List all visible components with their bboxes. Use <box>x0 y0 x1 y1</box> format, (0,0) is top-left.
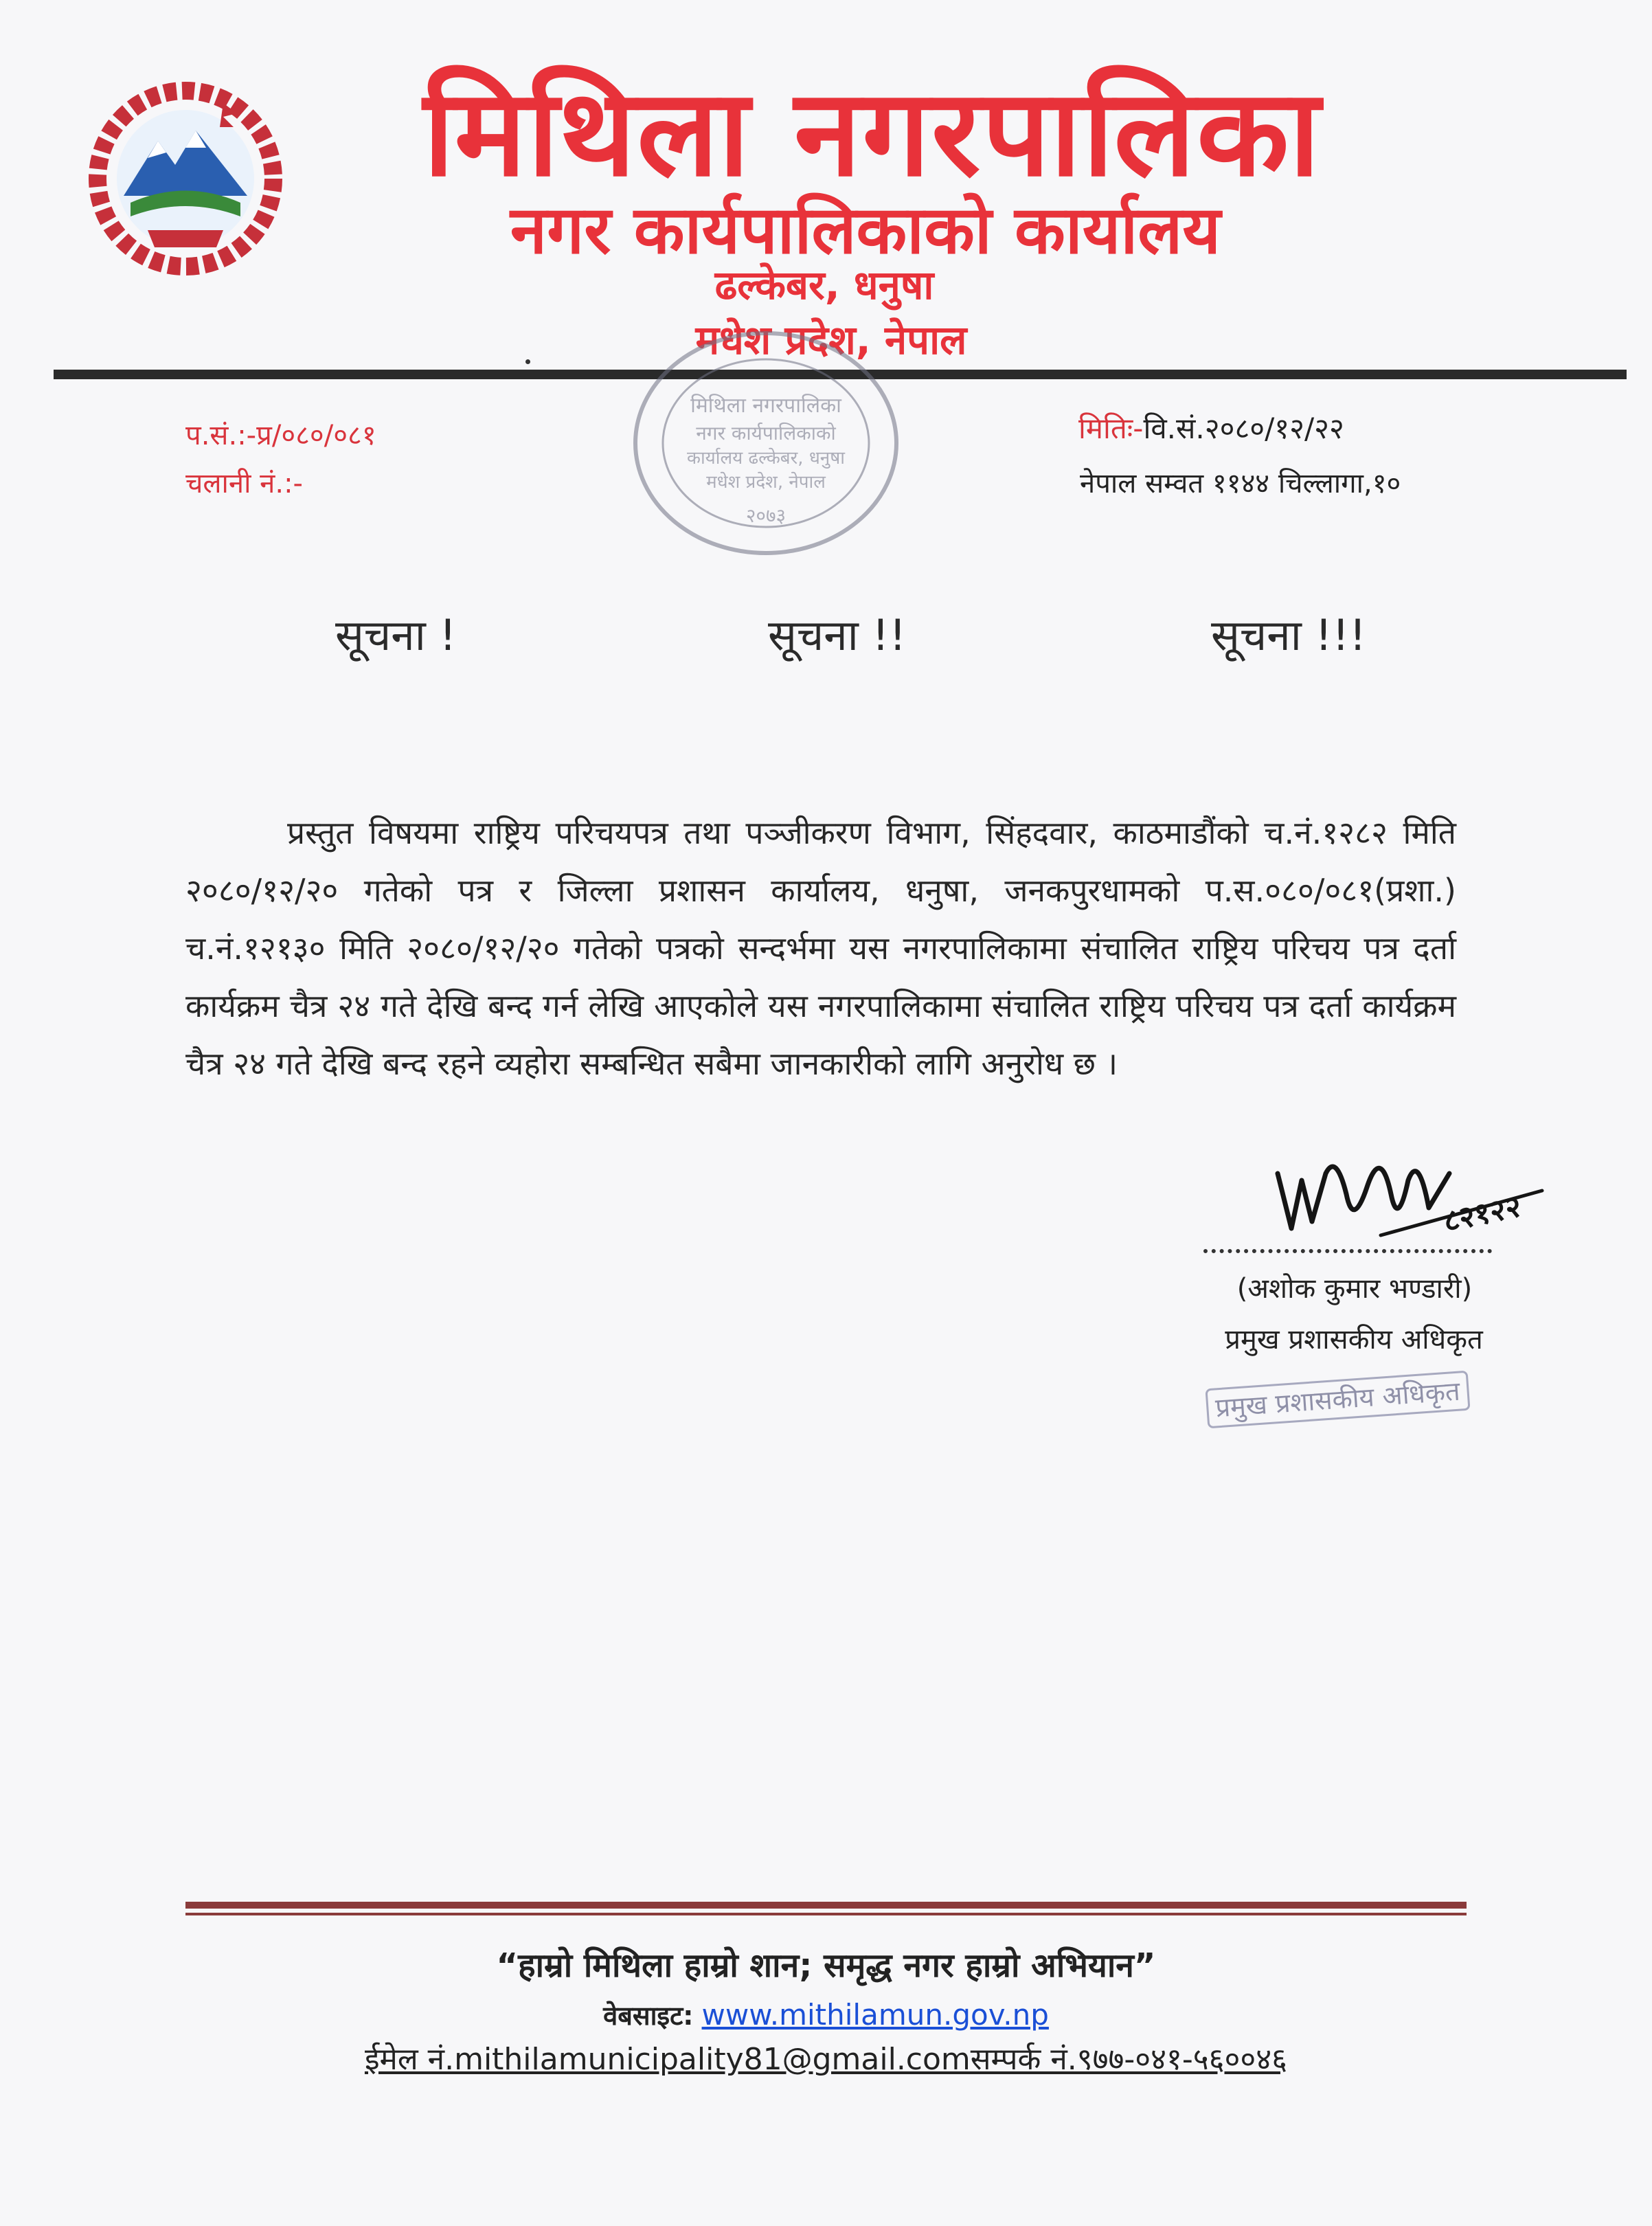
date-label: मितिः- <box>1078 412 1144 445</box>
notice-heading-3: सूचना !!! <box>1211 610 1367 660</box>
footer-rule-thick <box>185 1902 1467 1909</box>
website-link[interactable]: www.mithilamun.gov.np <box>701 1998 1049 2032</box>
office-name: नगर कार्यपालिकाको कार्यालय <box>510 192 1221 269</box>
designation-stamp: प्रमुख प्रशासकीय अधिकृत <box>1205 1371 1470 1429</box>
notice-heading-2: सूचना !! <box>768 610 907 660</box>
reference-number: प.सं.:-प्र/०८०/०८१ <box>185 420 376 451</box>
svg-text:मधेश प्रदेश, नेपाल: मधेश प्रदेश, नेपाल <box>706 472 826 493</box>
date-line <box>1078 408 1344 447</box>
date-value: वि.सं.२०८०/१२/२२ <box>1143 412 1344 445</box>
notice-heading-1: सूचना ! <box>335 610 457 660</box>
signer-name: (अशोक कुमार भण्डारी) <box>1236 1273 1473 1305</box>
nepal-sambat-date: नेपाल सम्वत ११४४ चिल्लागा,१० <box>1080 468 1401 499</box>
signature-date: ८२१२२ <box>1440 1189 1525 1239</box>
address-line2: मधेश प्रदेश, नेपाल <box>695 317 967 363</box>
signer-title: प्रमुख प्रशासकीय अधिकृत <box>1225 1324 1483 1356</box>
nepal-emblem-icon <box>82 76 288 282</box>
svg-text:कार्यालय ढल्केबर, धनुषा: कार्यालय ढल्केबर, धनुषा <box>686 448 846 469</box>
stamp-year: २०७३ <box>745 504 787 527</box>
website-label: वेबसाइट: <box>603 2001 694 2031</box>
footer-website <box>185 1996 1467 2035</box>
footer-contact: ईमेल नं.mithilamunicipality81@gmail.comसम्पर्क नं.९७७-०४१-५६००४६ <box>364 2042 1288 2077</box>
signature-dotted-line <box>1203 1249 1492 1253</box>
svg-text:मिथिला नगरपालिका: मिथिला नगरपालिका <box>690 394 841 418</box>
dot-mark <box>525 359 530 364</box>
address-line1: ढल्केबर, धनुषा <box>714 262 934 308</box>
handwritten-signature-icon <box>1271 1132 1546 1249</box>
body-paragraph: प्रस्तुत विषयमा राष्ट्रिय परिचयपत्र तथा पञ्जीकरण विभाग, सिंहदवार, काठमाडौंको च.नं.१२८२ मिति २०८०/१२/२० गतेको पत्र र जिल्ला प्रशासन कार्यालय, धनुषा, जनकपुरधामको प.स.०८०/०८१(प्रशा.) च.नं.१२१३० मिति २०८०/१२/२० गतेको पत्रको सन्दर्भमा यस नगरपालिकामा संचालित राष्ट्रिय परिचय पत्र दर्ता कार्यक्रम चैत्र २४ गते देखि बन्द गर्न लेखि आएकोले यस नगरपालिकामा संचालित राष्ट्रिय परिचय पत्र दर्ता कार्यक्रम चैत्र २४ गते देखि बन्द रहने व्यहोरा सम्बन्धित सबैमा जानकारीको लागि अनुरोध छ । <box>185 814 1456 1082</box>
svg-text:नगर कार्यपालिकाको: नगर कार्यपालिकाको <box>696 422 836 445</box>
org-name: मिथिला नगरपालिका <box>423 64 1322 203</box>
dispatch-number: चलानी नं.:- <box>185 468 303 499</box>
office-stamp-icon <box>622 323 910 570</box>
notice-body <box>185 804 1456 1092</box>
footer-rule-thin <box>185 1913 1467 1915</box>
footer-slogan: “हाम्रो मिथिला हाम्रो शान; समृद्ध नगर हाम्रो अभियान” <box>496 1946 1156 1985</box>
